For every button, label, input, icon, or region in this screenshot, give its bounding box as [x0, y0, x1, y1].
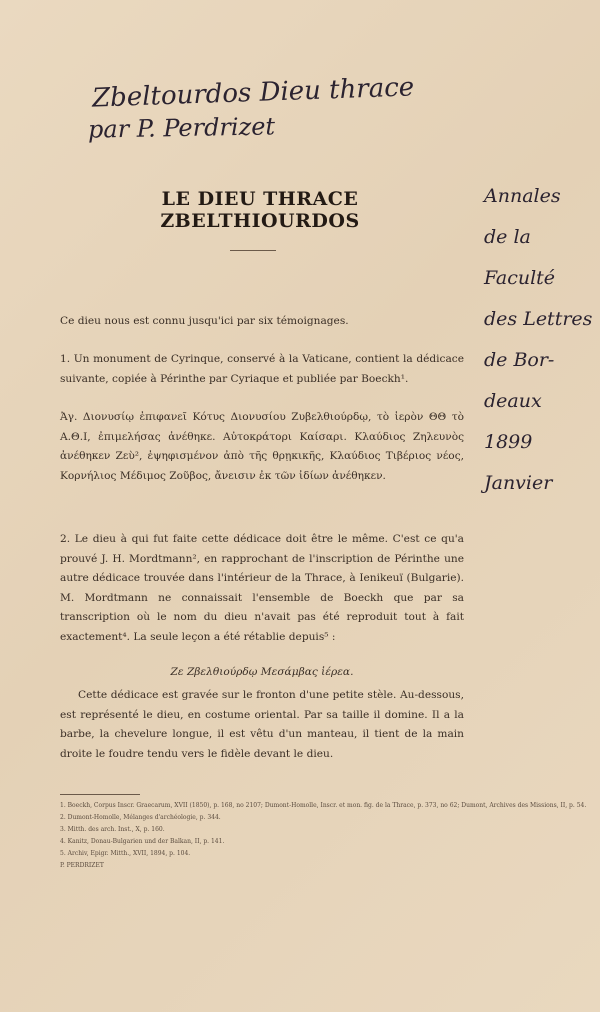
margin-note-line: deaux [484, 390, 542, 412]
footnote: 2. Dumont-Homolle, Mélanges d'archéologie, p. 344. [60, 814, 221, 821]
footnotes [60, 800, 587, 872]
margin-note-line: de la [484, 226, 531, 248]
footnote-divider [60, 794, 140, 795]
footnote: 4. Kanitz, Donau-Bulgarien und der Balkan, II, p. 141. [60, 838, 225, 845]
footnote: 3. Mitth. des arch. Inst., X, p. 160. [60, 826, 165, 833]
paragraph-1-greek-inscription: Ἀγ. Διονυσίῳ ἐπιφανεῖ Κότυς Διονυσίου Ζυβελθιούρδῳ, τὸ ἱερὸν ΘΘ τὸ Α.Θ.Ι, ἐπιμελήσας ἀνέθηκε. Αὐτοκράτορι Καίσαρι. Κλαύδιος Ζηλευνὸς ἀνέθηκεν Ζεὺ², ἐψηφισμένον ἀπὸ τῆς θρῃκικῆς, Κλαύδιος Τιβέριος νέος, Κορνήλιος Μέδιμος Ζοῦβος, ἄνεισιν ἐκ τῶν ἰδίων ἀνέθηκεν. [60, 411, 464, 482]
paragraph-3: Cette dédicace est gravée sur le fronton d'une petite stèle. Au-dessous, est représenté le dieu, en costume oriental. Par sa taille il domine. Il a la barbe, la chevelure longue, il est vêtu d'un manteau, il tient de la main droite le foudre tendu vers le fidèle devant le dieu. [60, 689, 464, 760]
margin-note-line: des Lettres [484, 308, 593, 330]
footnote: 1. Boeckh, Corpus Inscr. Graecarum, XVII (1850), p. 168, no 2107; Dumont-Homolle, Inscr. et mon. fig. de la Thrace, p. 373, no 62; Dumont, Archives des Missions, II, p. 54. [60, 802, 587, 809]
paragraph-intro: Ce dieu nous est connu jusqu'ici par six témoignages. [60, 315, 349, 327]
margin-note-line: 1899 [484, 431, 533, 453]
margin-note-line: Annales [484, 185, 561, 207]
paragraph-1: 1. Un monument de Cyrinque, conservé à la Vaticane, contient la dédicace suivante, copiée à Périnthe par Cyriaque et publiée par Boeckh¹. [60, 353, 464, 385]
handwritten-note-top-line2: par P. Perdrizet [87, 112, 276, 144]
handwritten-note-top-line1: Zbeltourdos Dieu thrace [91, 72, 415, 114]
handwritten-margin-note [484, 176, 596, 504]
signature-mark: P. PERDRIZET [60, 862, 104, 869]
article-title: LE DIEU THRACE ZBELTHIOURDOS [160, 188, 360, 232]
title-divider [230, 250, 276, 251]
greek-dedication-line: Ζε Ζβελθιούρδῳ Μεσάμβας ἱέρεα. [170, 666, 354, 678]
margin-note-line: Janvier [484, 472, 553, 494]
footnote: 5. Archiv, Epigr. Mitth., XVII, 1894, p. 104. [60, 850, 191, 857]
margin-note-line: de Bor- [484, 349, 555, 371]
margin-note-line: Faculté [484, 267, 556, 289]
paragraph-2: 2. Le dieu à qui fut faite cette dédicace doit être le même. C'est ce qu'a prouvé J. H. Mordtmann², en rapprochant de l'inscription de Périnthe une autre dédicace trouvée dans l'intérieur de la Thrace, à Ienikeuï (Bulgarie). M. Mordtmann ne connaissait l'ensemble de Boeckh que par sa transcription où le nom du dieu n'avait pas été reproduit tout à fait exactement⁴. La seule leçon a été rétablie depuis⁵ : [60, 533, 464, 643]
